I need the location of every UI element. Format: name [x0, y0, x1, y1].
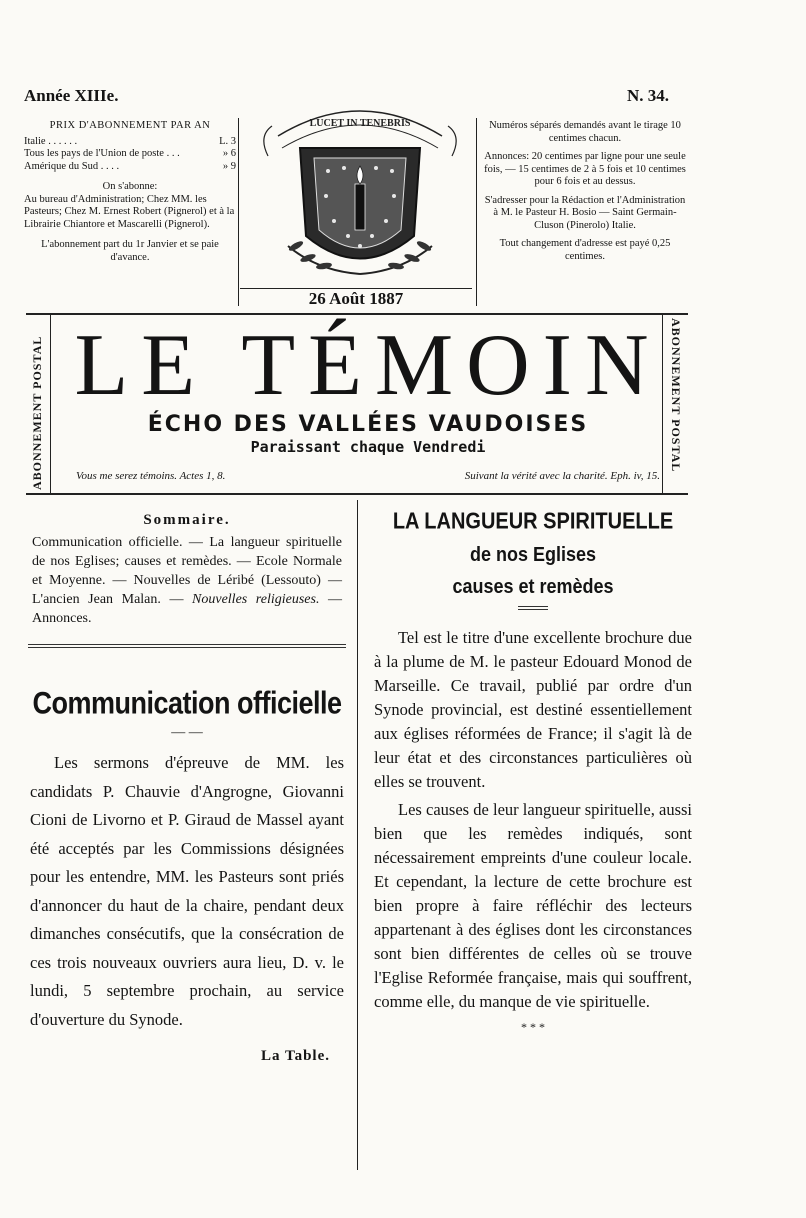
volume-label: Année XIIIe. — [24, 86, 119, 105]
motto-line — [76, 470, 660, 482]
issue-number: N. 34. — [627, 86, 670, 105]
subscription-box — [24, 120, 236, 304]
motto-left: Vous me serez témoins. Actes 1, 8. — [76, 470, 226, 482]
price-label: Italie . . . . . . — [24, 135, 78, 147]
price-label: Amérique du Sud . . . . — [24, 160, 120, 172]
rule — [240, 288, 472, 289]
sommaire-title: Sommaire. — [143, 512, 231, 528]
rule — [518, 609, 548, 610]
masthead — [70, 317, 666, 456]
subscription-note: L'abonnement part du 1r Janvier et se paie d'avance. — [41, 239, 219, 263]
subscription-title: PRIX D'ABONNEMENT PAR AN — [49, 120, 211, 131]
issue-date: 26 Août 1887 — [308, 289, 404, 308]
article-paragraph: Les sermons d'épreuve de MM. les candidats P. Chauvie d'Angrogne, Giovanni Cioni de Livorno et P. Giraud de Massel ayant été acceptés par les Commissions désignées pour les entendre, MM. les Pasteurs sont priés d'annoncer du haut de la chaire, pendant deux dimanches consécutifs, que la consécration de ces trois nouveaux ouvriers aura lieu, D. v. le lundi, 5 septembre prochain, au service d'ouverture du Synode. — [30, 753, 344, 1029]
newspaper-name: LE TÉMOIN — [74, 317, 662, 414]
article-paragraph: Tel est le titre d'une excellente brochure due à la plume de M. le pasteur Edouard Monod de Marseille. Ce travail, publié par ordre d'un Synode provincial, est destiné essentiellement aux églises réformées de France; il s'agit là de leur état et des circonstances particulières où elles se trouvent. — [374, 628, 692, 791]
price-row — [24, 161, 236, 174]
title-line: causes et remèdes — [452, 574, 614, 598]
price-value: L. 3 — [219, 135, 236, 147]
article-title — [368, 506, 698, 603]
article-title: Communication officielle — [32, 685, 342, 721]
lamp-shield-icon — [248, 96, 472, 286]
article-paragraph: Les causes de leur langueur spirituelle, aussi bien que les remèdes indiqués, sont nécessairement empreints d'une couleur locale. Et cependant, la lecture de cette brochure est bien propre à faire réfléchir des lecteurs appartenant à des églises dont les circonstances sont bien différentes de celles où se trouve l'Eglise Reformée française, mais qui souffrent, comme elle, du manque de vie spirituelle. — [374, 800, 692, 1011]
newspaper-subtitle: ÉCHO DES VALLÉES VAUDOISES — [147, 412, 589, 437]
adresser-info: S'adresser pour la Rédaction et l'Administration à M. le Pasteur H. Bosio — Saint Germain-Cluson (Pinerolo) Italie. — [484, 194, 686, 231]
rule — [28, 647, 346, 648]
sommaire-part: Nouvelles religieuses. — [192, 592, 320, 607]
subscription-where: Au bureau d'Administration; Chez MM. les Pasteurs; Chez M. Ernest Robert (Pignerol) et à la Librairie Chiantore et Mascarelli (Pignerol). — [24, 193, 235, 230]
annonces-info: Annonces: 20 centimes par ligne pour une seule fois, — 15 centimes de 2 à 5 fois et 10 centimes pour 6 fois et au dessus. — [484, 151, 686, 187]
price-value: » 9 — [222, 160, 236, 172]
changement-info: Tout changement d'adresse est payé 0,25 centimes. — [499, 238, 671, 262]
numeros-info: Numéros séparés demandés avant le tirage 10 centimes chacun. — [489, 120, 681, 144]
signature: La Table. — [260, 1048, 330, 1064]
rule — [518, 606, 548, 607]
right-column — [368, 509, 698, 1034]
on-sabonne: On s'abonne: — [102, 181, 158, 192]
info-box — [482, 120, 688, 304]
divider — [50, 315, 51, 493]
column-divider — [357, 500, 358, 1170]
motto-right: Suivant la vérité avec la charité. Eph. iv, 15. — [464, 470, 660, 482]
rule — [26, 313, 688, 315]
price-row — [24, 148, 236, 161]
left-column — [26, 512, 348, 1065]
title-line: de nos Eglises — [469, 542, 597, 566]
side-label-right: ABONNEMENT POSTAL — [669, 318, 683, 473]
price-row — [24, 136, 236, 149]
emblem — [248, 96, 472, 286]
rule — [26, 493, 688, 495]
divider — [476, 118, 477, 306]
emblem-motto: LUCET IN TENEBRIS — [309, 118, 411, 129]
sommaire-part: — Annonces. — [32, 592, 343, 626]
title-line: LA LANGUEUR SPIRITUELLE — [392, 509, 674, 535]
sommaire-text — [32, 533, 342, 628]
sommaire-part: Communication officielle. — La langueur spirituelle de nos Eglises; causes et remèdes. — Ecole Normale et Moyenne. — Nouvelles de Léribé (Lessouto) — L'ancien Jean Malan. — — [32, 535, 342, 607]
section-stars: * * * — [521, 1020, 545, 1034]
title-dash: — — — [171, 725, 203, 740]
article-body — [374, 626, 692, 1014]
divider — [238, 118, 239, 306]
price-value: » 6 — [222, 148, 236, 159]
side-label-left: ABONNEMENT POSTAL — [30, 335, 44, 490]
rule — [28, 644, 346, 645]
price-label: Tous les pays de l'Union de poste . . . — [24, 148, 180, 159]
frequency: Paraissant chaque Vendredi — [250, 438, 486, 456]
article-body — [30, 749, 344, 1034]
